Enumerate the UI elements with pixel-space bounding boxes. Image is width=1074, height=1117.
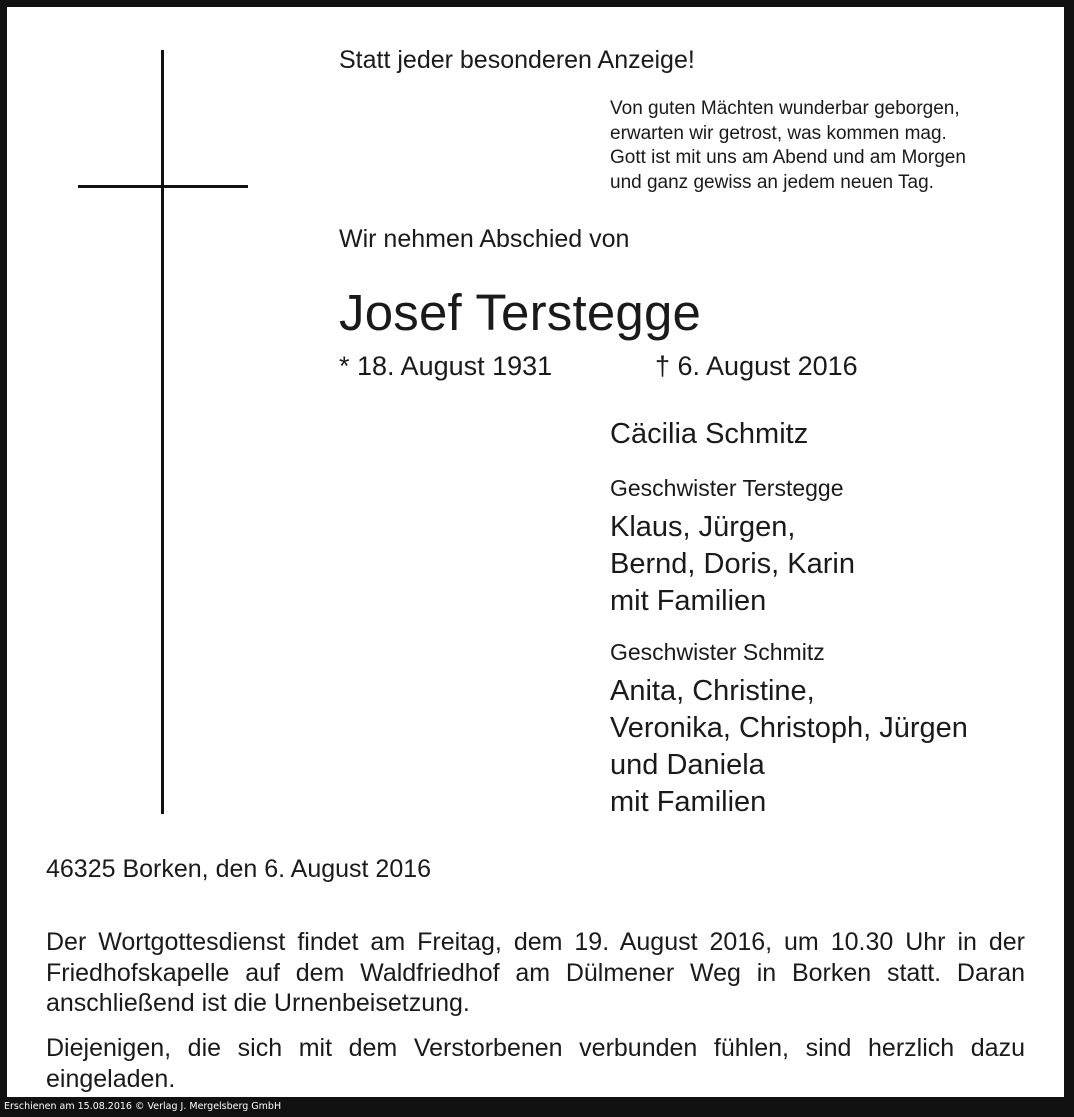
publication-footer: Erschienen am 15.08.2016 © Verlag J. Mergelsberg GmbH — [4, 1101, 282, 1112]
mourner-group-names — [610, 673, 968, 821]
mourner-names-line: Bernd, Doris, Karin — [610, 548, 855, 580]
deceased-name: Josef Terstegge — [339, 284, 702, 341]
mourner-lead-name: Cäcilia Schmitz — [610, 418, 809, 450]
mourner-names-line: und Daniela — [610, 749, 765, 781]
poem-line: und ganz gewiss an jedem neuen Tag. — [610, 171, 934, 193]
invitation-paragraph: Diejenigen, die sich mit dem Verstorbenen verbunden fühlen, sind herzlich dazu eingeladen. — [46, 1034, 1025, 1093]
mourner-group-terstegge — [610, 473, 855, 620]
poem-line: erwarten wir getrost, was kommen mag. — [610, 122, 947, 144]
intro-line: Statt jeder besonderen Anzeige! — [339, 46, 695, 74]
birth-date: * 18. August 1931 — [339, 351, 553, 381]
death-date: † 6. August 2016 — [655, 351, 858, 381]
place-date-line: 46325 Borken, den 6. August 2016 — [46, 855, 432, 883]
mourner-names-line: mit Familien — [610, 585, 767, 617]
cross-icon-vertical-beam — [161, 50, 164, 814]
mourner-names-line: Anita, Christine, — [610, 675, 815, 707]
service-paragraph: Der Wortgottesdienst findet am Freitag, dem 19. August 2016, um 10.30 Uhr in der Friedhofskapelle auf dem Waldfriedhof am Dülmener Weg in Borken statt. Daran anschließend ist die Urnenbeisetzung. — [46, 928, 1025, 1017]
mourner-group-names — [610, 509, 855, 620]
poem-line: Von guten Mächten wunderbar geborgen, — [610, 98, 960, 119]
cross-icon-horizontal-beam — [78, 185, 248, 188]
mourner-names-line: Veronika, Christoph, Jürgen — [610, 712, 968, 744]
mourner-group-heading: Geschwister Schmitz — [610, 639, 825, 665]
mourner-names-line: Klaus, Jürgen, — [610, 511, 796, 543]
farewell-line: Wir nehmen Abschied von — [339, 225, 630, 253]
poem-verse — [610, 97, 966, 195]
poem-line: Gott ist mit uns am Abend und am Morgen — [610, 147, 966, 168]
mourner-group-heading: Geschwister Terstegge — [610, 475, 844, 501]
mourner-names-line: mit Familien — [610, 786, 767, 818]
mourner-group-schmitz — [610, 637, 968, 821]
